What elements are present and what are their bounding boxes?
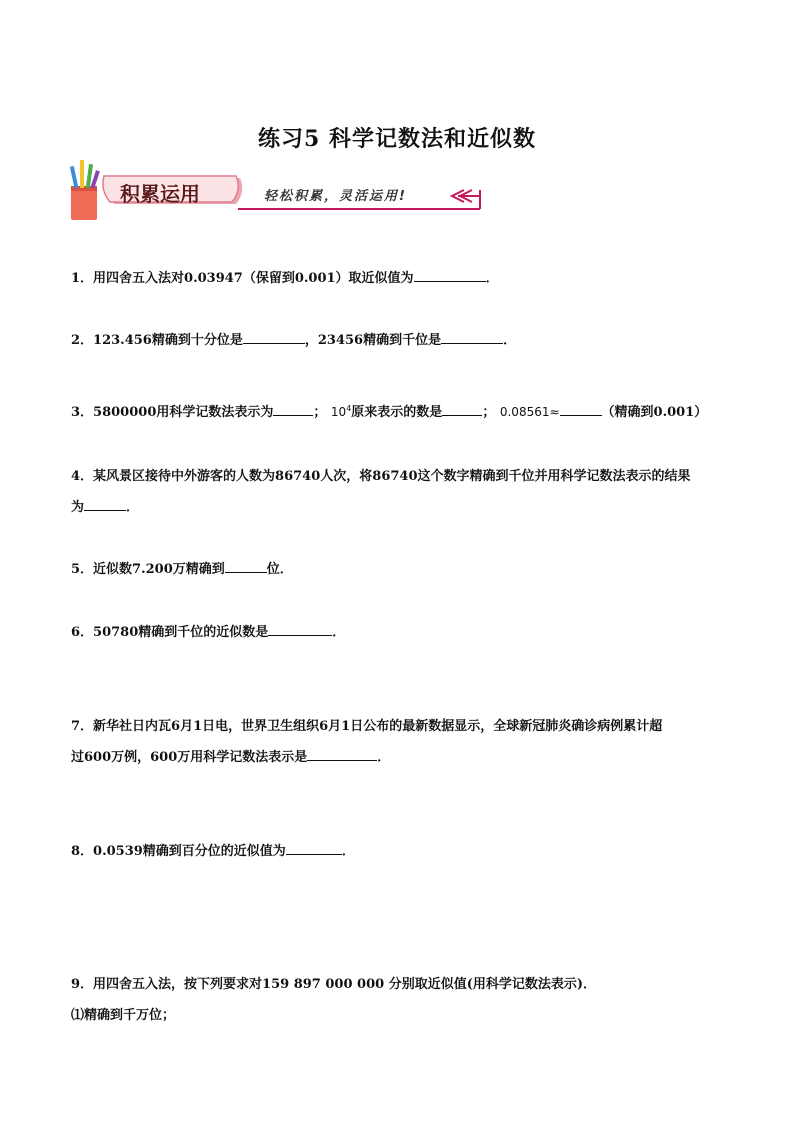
question-7-line-1: 7．新华社日内瓦6月1日电，世界卫生组织6月1日公布的最新数据显示，全球新冠肺炎确诊病例累计超	[71, 719, 663, 734]
answer-blank[interactable]	[414, 267, 486, 282]
answer-blank[interactable]	[441, 329, 503, 344]
power-expression: $10^4$	[330, 404, 352, 419]
banner-right-label: 轻松积累，灵活运用!	[264, 189, 407, 204]
question-5: 5．近似数7.200万精确到 位．	[71, 554, 293, 585]
question-4-line-2: 为 ．	[71, 492, 139, 523]
question-7-line-2: 过600万例，600万用科学记数法表示是 ．	[71, 742, 390, 773]
answer-blank[interactable]	[307, 746, 377, 761]
answer-blank[interactable]	[286, 840, 342, 855]
answer-blank[interactable]	[560, 401, 602, 416]
answer-blank[interactable]	[84, 496, 126, 511]
question-6: 6．50780精确到千位的近似数是 ．	[71, 617, 345, 648]
question-8: 8．0.0539精确到百分位的近似值为 ．	[71, 836, 355, 867]
answer-blank[interactable]	[268, 621, 332, 636]
question-2: 2．123.456精确到十分位是 ，23456精确到千位是 ．	[71, 325, 516, 356]
page-title: 练习5 科学记数法和近似数	[258, 126, 536, 152]
question-1: 1．用四舍五入法对0.03947（保留到0.001）取近似值为 ．	[71, 263, 499, 294]
question-3: 3．5800000用科学记数法表示为 ； $10^4$原来表示的数是 ； 0.08561≈ （精确到0.001）	[71, 393, 707, 428]
answer-blank[interactable]	[225, 558, 267, 573]
banner-left-label: 积累运用	[120, 182, 200, 206]
question-4-line-1: 4．某风景区接待中外游客的人数为86740人次，将86740这个数字精确到千位并用科学记数法表示的结果	[71, 469, 691, 484]
pencil-cup-icon	[70, 160, 100, 220]
answer-blank[interactable]	[442, 401, 482, 416]
question-9-part-1: ⑴精确到千万位；	[71, 1008, 176, 1023]
approx-expression: 0.08561≈	[499, 405, 560, 419]
answer-blank[interactable]	[243, 329, 305, 344]
question-9-line-1: 9．用四舍五入法，按下列要求对159 897 000 000 分别取近似值(用科学记数法表示)．	[71, 977, 596, 992]
answer-blank[interactable]	[273, 401, 313, 416]
